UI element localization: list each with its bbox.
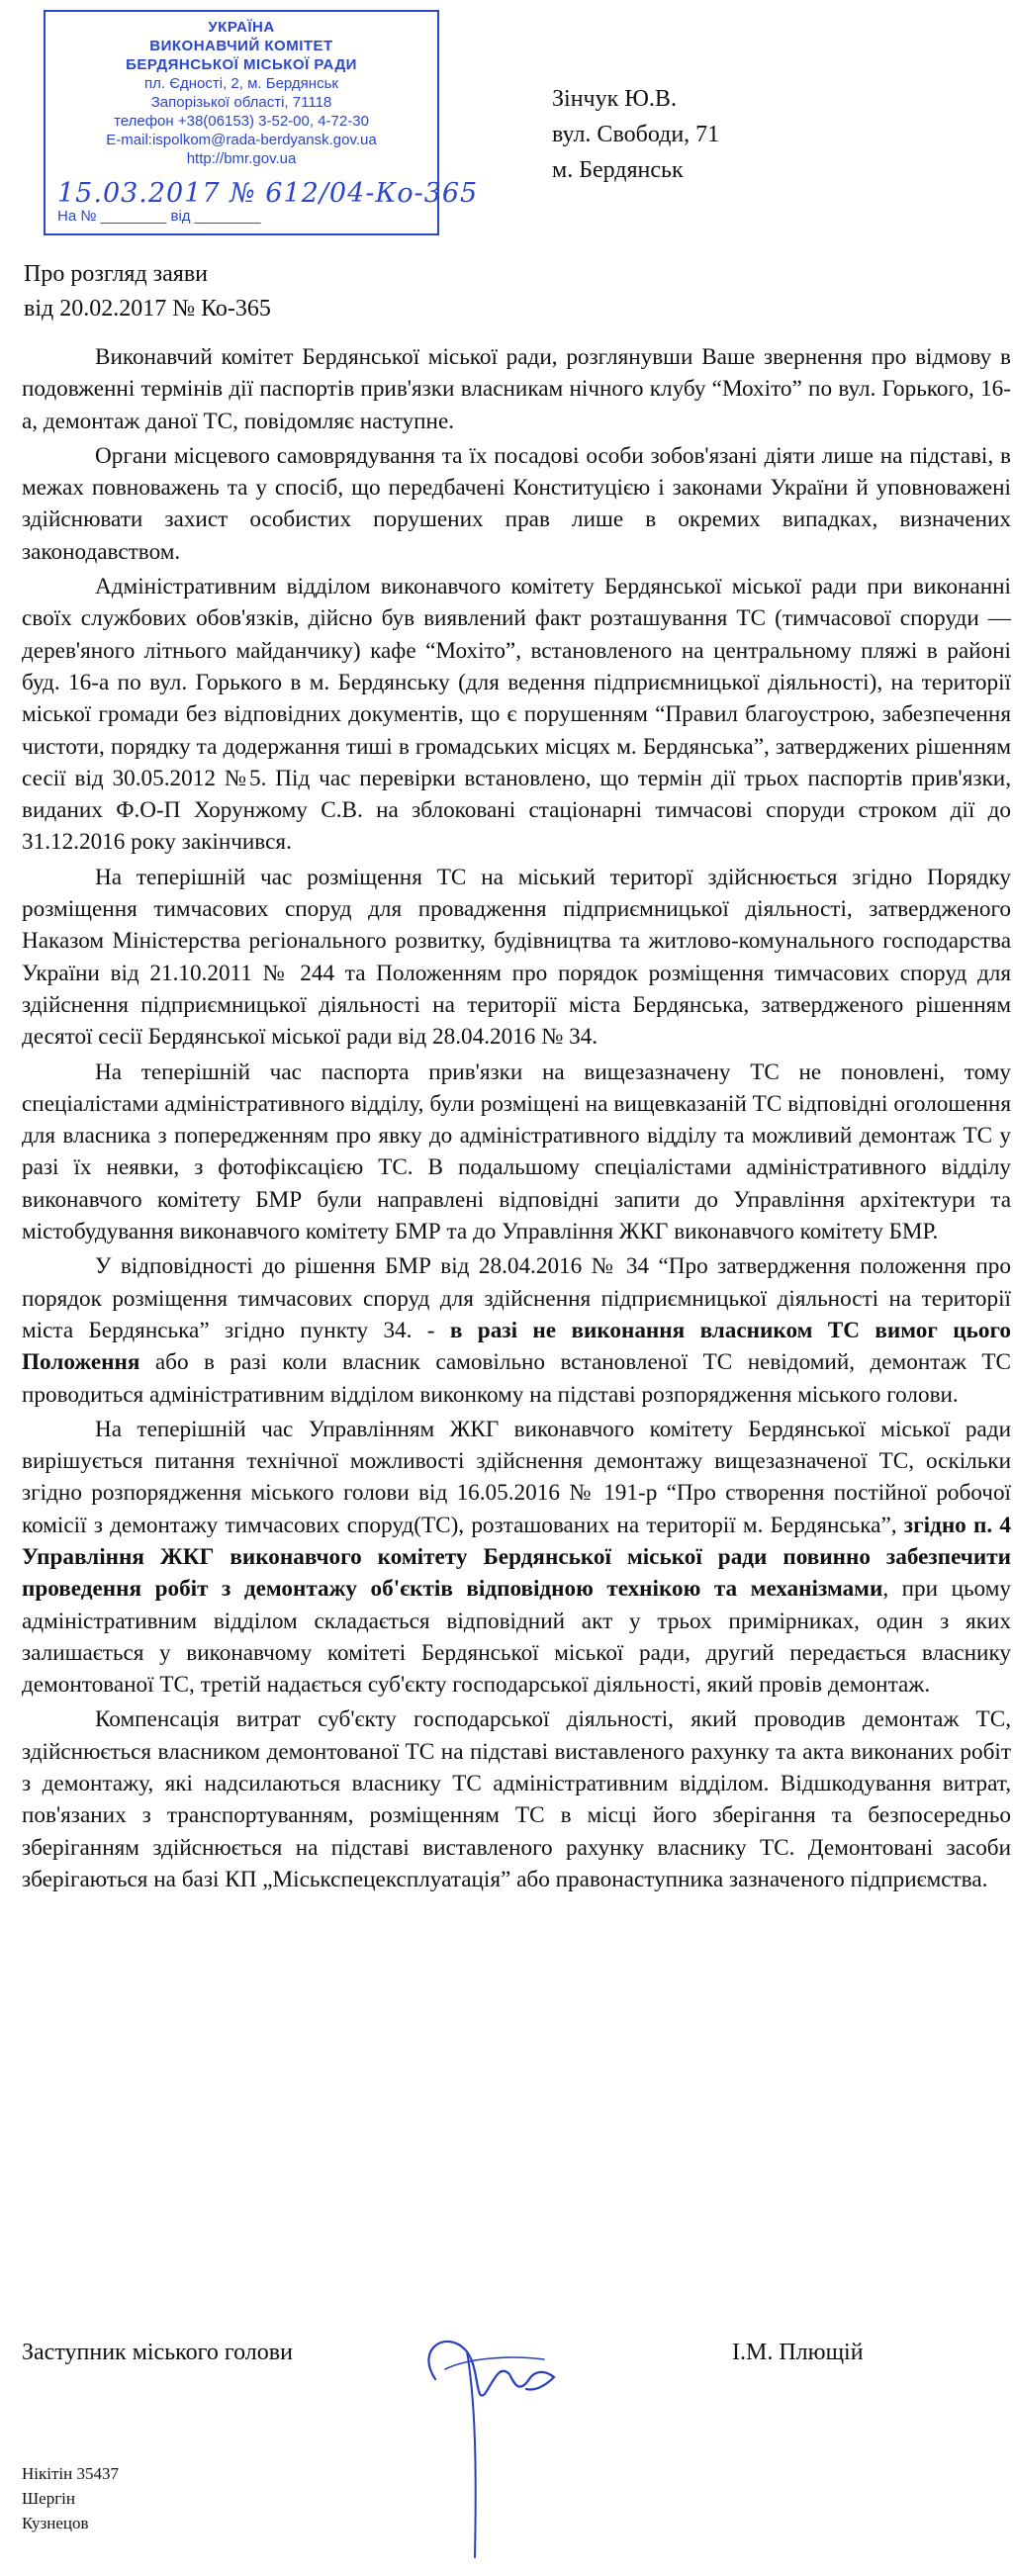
addressee-block	[552, 81, 719, 188]
stamp-line-address: пл. Єдності, 2, м. Бердянськ	[144, 75, 338, 92]
paragraph-1: Виконавчий комітет Бердянської міської ради, розглянувши Ваше звернення про відмову в подовженні термінів дії паспортів прив'язки власникам нічного клубу “Мохіто” по вул. Горького, 16-а, демонтаж даної ТС, повідомляє наступне.	[22, 344, 1011, 434]
paragraph-7	[22, 1414, 1011, 1702]
subject-line-2: від 20.02.2017 № Ко-365	[24, 296, 271, 322]
paragraph-6-bold: в разі не виконання власником ТС вимог цього Положення	[22, 1317, 1011, 1376]
handwritten-signature	[406, 2310, 584, 2567]
letter-body	[22, 341, 1011, 1898]
paragraph-6-part-a: У відповідності до рішення БМР від 28.04.2016 № 34 “Про затвердження положення про порядок розміщення тимчасових споруд для здійснення підприємницької діяльності на території міста Бердянська” згідно пункту 34. -	[22, 1253, 1011, 1343]
stamp-line-website: http://bmr.gov.ua	[186, 150, 297, 167]
stamp-handwritten-reference: 15.03.2017 № 612/04-Ко-365	[57, 178, 479, 209]
subject-block	[24, 257, 271, 326]
stamp-line-region: Запорізької області, 71118	[150, 94, 332, 111]
signatory-name: І.М. Плющій	[732, 2340, 864, 2365]
signatory-title: Заступник міського голови	[22, 2340, 293, 2365]
stamp-line-phone: телефон +38(06153) 3-52-00, 4-72-30	[114, 113, 369, 130]
paragraph-7-part-a: На теперішній час Управлінням ЖКГ виконавчого комітету Бердянської міської ради вирішується питання технічної можливості здійснення демонтажу вищезазначеної ТС, оскільки згідно розпорядження міського голови від 16.05.2016 № 191-р “Про створення постійної робочої комісії з демонтажу тимчасових споруд(ТС), розташованих на території м. Бердянська”,	[22, 1416, 1011, 1538]
stamp-line-email: E-mail:ispolkom@rada-berdyansk.gov.ua	[106, 132, 377, 148]
paragraph-6	[22, 1250, 1011, 1410]
addressee-name: Зінчук Ю.В.	[552, 86, 677, 112]
paragraph-6-part-c: або в разі коли власник самовільно встановленої ТС невідомий, демонтаж ТС проводиться адміністративним відділом виконкому на підставі розпорядження міського голови.	[22, 1349, 1012, 1408]
executor-1: Нікітін 35437	[22, 2464, 119, 2483]
paragraph-7-bold: згідно п. 4 Управління ЖКГ виконавчого комітету Бердянської міської ради повинно забезпечити проведення робіт з демонтажу об'єктів відповідною технікою та механізмами	[22, 1512, 1011, 1603]
stamp-reply-line: На № ________ від ________	[57, 208, 261, 225]
stamp-line-council: БЕРДЯНСЬКОЇ МІСЬКОЇ РАДИ	[126, 56, 357, 73]
paragraph-8: Компенсація витрат суб'єкту господарської діяльності, який проводив демонтаж ТС, здійснюється власником демонтованої ТС на підставі виставленого рахунку та акта виконаних робіт з демонтажу, які надсилаються власнику ТС адміністративним відділом. Відшкодування витрат, пов'язаних з транспортуванням, розміщенням ТС в місці його зберігання та безпосередньо зберіганням здійснюється на підставі виставленого рахунку власнику ТС. Демонтовані засоби зберігаються на базі КП „Міськспецексплуатація” або правонаступника зазначеного підприємства.	[22, 1706, 1011, 1892]
addressee-street: вул. Свободи, 71	[552, 122, 720, 147]
paragraph-7-part-c: , при цьому адміністративним відділом складається відповідний акт у трьох примірниках, один з яких залишається у виконавчому комітеті Бердянської міської ради, другий передається власнику демонтованої ТС, третій надається суб'єкту господарської діяльності, який провів демонтаж.	[22, 1576, 1011, 1699]
executor-3: Кузнецов	[22, 2514, 89, 2532]
registration-stamp	[44, 10, 479, 235]
stamp-line-org: ВИКОНАВЧИЙ КОМІТЕТ	[149, 38, 333, 54]
paragraph-5: На теперішній час паспорта прив'язки на вищезазначену ТС не поновлені, тому спеціалістами адміністративного відділу, були розміщені на вищевказаній ТС відповідні оголошення для власника з попередженням про явку до адміністративного відділу та можливий демонтаж ТС у разі їх неявки, з фотофіксацією ТС. В подальшому спеціалістами адміністративного відділу виконавчого комітету БМР були направлені відповідні запити до Управління архітектури та містобудування виконавчого комітету БМР та до Управління ЖКГ виконавчого комітету БМР.	[22, 1058, 1011, 1245]
addressee-city: м. Бердянськ	[552, 157, 684, 183]
executor-2: Шергін	[22, 2489, 75, 2508]
subject-line-1: Про розгляд заяви	[24, 261, 209, 287]
paragraph-2: Органи місцевого самоврядування та їх посадові особи зобов'язані діяти лише на підставі, в межах повноважень та у спосіб, що передбачені Конституцією і законами України й уповноважені здійснювати захист особистих порушених прав лише в окремих випадках, визначених законодавством.	[22, 442, 1011, 565]
executors-block	[22, 2461, 119, 2535]
stamp-line-country: УКРАЇНА	[208, 19, 275, 36]
paragraph-3: Адміністративним відділом виконавчого комітету Бердянської міської ради при виконанні своїх службових обов'язків, дійсно був виявлений факт розташування ТС (тимчасової споруди — дерев'яного літнього майданчику) кафе “Мохіто”, встановленого на центральному пляжі в районі буд. 16-а по вул. Горького в м. Бердянську (для ведення підприємницької діяльності), на території міської громади без відповідних документів, що є порушенням “Правил благоустрою, забезпечення чистоти, порядку та додержання тиші в громадських місцях м. Бердянська”, затверджених рішенням сесії від 30.05.2012 №5. Під час перевірки встановлено, що термін дії трьох паспортів прив'язки, виданих Ф.О-П Хорунжому С.В. на зблоковані стаціонарні тимчасові споруди строком дії до 31.12.2016 року закінчився.	[22, 574, 1011, 856]
paragraph-4: На теперішній час розміщення ТС на міський територї здійснюється згідно Порядку розміщення тимчасових споруд для провадження підприємницької діяльності, затвердженого Наказом Міністерства регіонального розвитку, будівництва та житлово-комунального господарства України від 21.10.2011 № 244 та Положенням про порядок розміщення тимчасових споруд для здійснення підприємницької діяльності на території міста Бердянська, затвердженого рішенням десятої сесії Бердянської міської ради від 28.04.2016 № 34.	[22, 864, 1011, 1051]
